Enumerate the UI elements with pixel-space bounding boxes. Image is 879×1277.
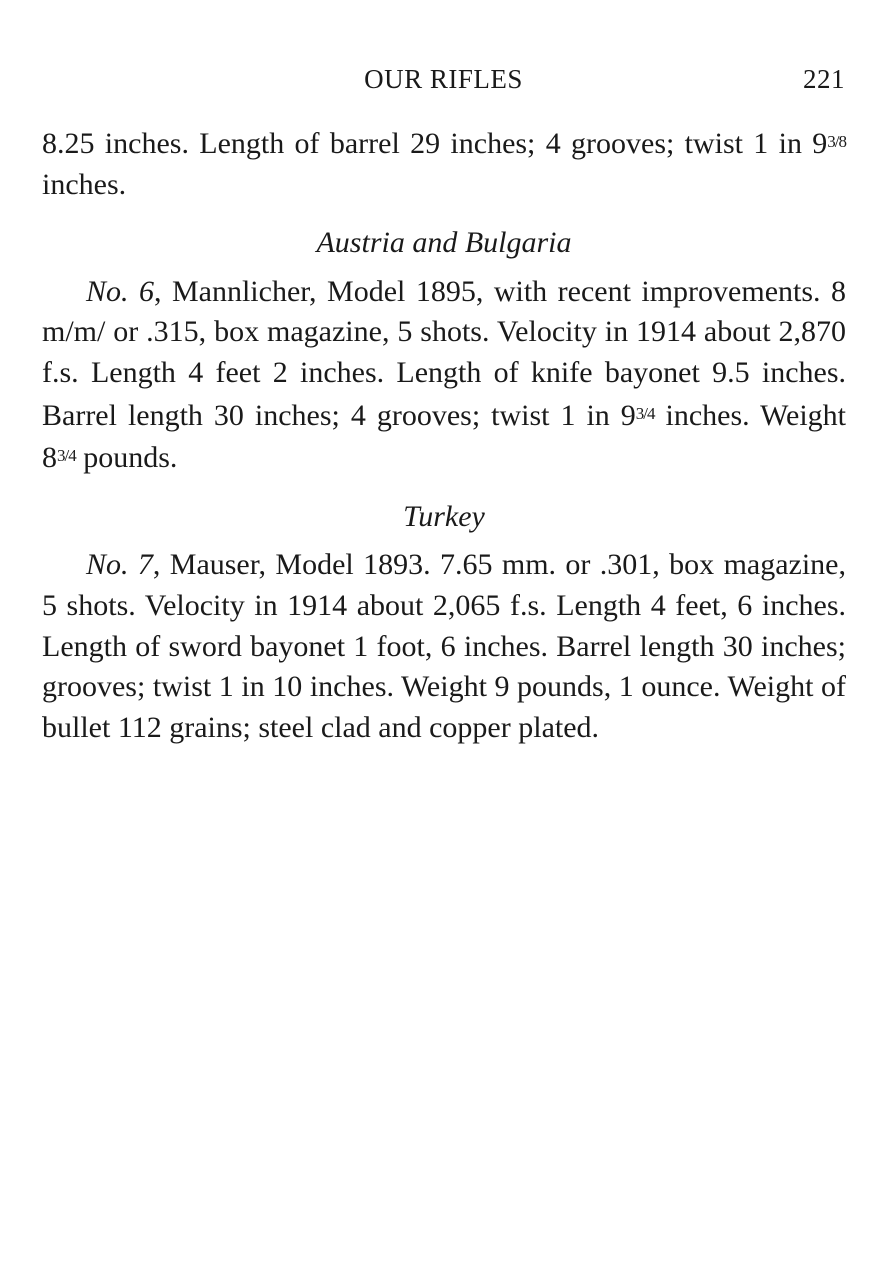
body-text <box>42 122 846 748</box>
fraction: 3/4 <box>635 403 655 423</box>
entry-paragraph-no-6 <box>42 272 846 479</box>
section-heading-turkey: Turkey <box>403 499 485 533</box>
entry-text: , Mannlicher, Model 1895, with recent improvements. 8 m/m/ or .315, box magazine, 5 shots. Velocity in 1914 about 2,870 f.s. Length 4 feet 2 inches. Length of knife bayonet 9.5 inches. Barrel length 30 inches; 4 grooves; twist 1 in 9 <box>42 274 846 432</box>
running-title: OUR RIFLES <box>364 64 523 94</box>
fraction: 3/4 <box>57 446 76 466</box>
entry-text: inches. Weight 8 <box>42 398 846 475</box>
entry-paragraph-no-7 <box>42 545 846 748</box>
entry-text: , Mauser, Model 1893. 7.65 mm. or .301, box magazine, 5 shots. Velocity in 1914 about 2,065 f.s. Length 4 feet, 6 inches. Length of sword bayonet 1 foot, 6 inches. Barrel length 30 inches; grooves; twist 1 in 10 inches. Weight 9 pounds, 1 ounce. Weight of bullet 112 grains; steel clad and copper plated. <box>42 548 846 744</box>
entry-number: No. 7 <box>86 548 153 582</box>
entry-number: No. 6 <box>86 274 154 308</box>
continuation-text: 8.25 inches. Length of barrel 29 inches; 4 grooves; twist 1 in 9 <box>42 127 828 160</box>
running-head <box>42 64 845 100</box>
entry-text: pounds. <box>75 441 178 475</box>
section-heading-austria-bulgaria: Austria and Bulgaria <box>316 226 572 260</box>
fraction: 3/8 <box>827 132 846 151</box>
continuation-text-end: inches. <box>42 167 127 201</box>
page-number: 221 <box>803 64 845 94</box>
continuation-paragraph <box>42 122 846 205</box>
